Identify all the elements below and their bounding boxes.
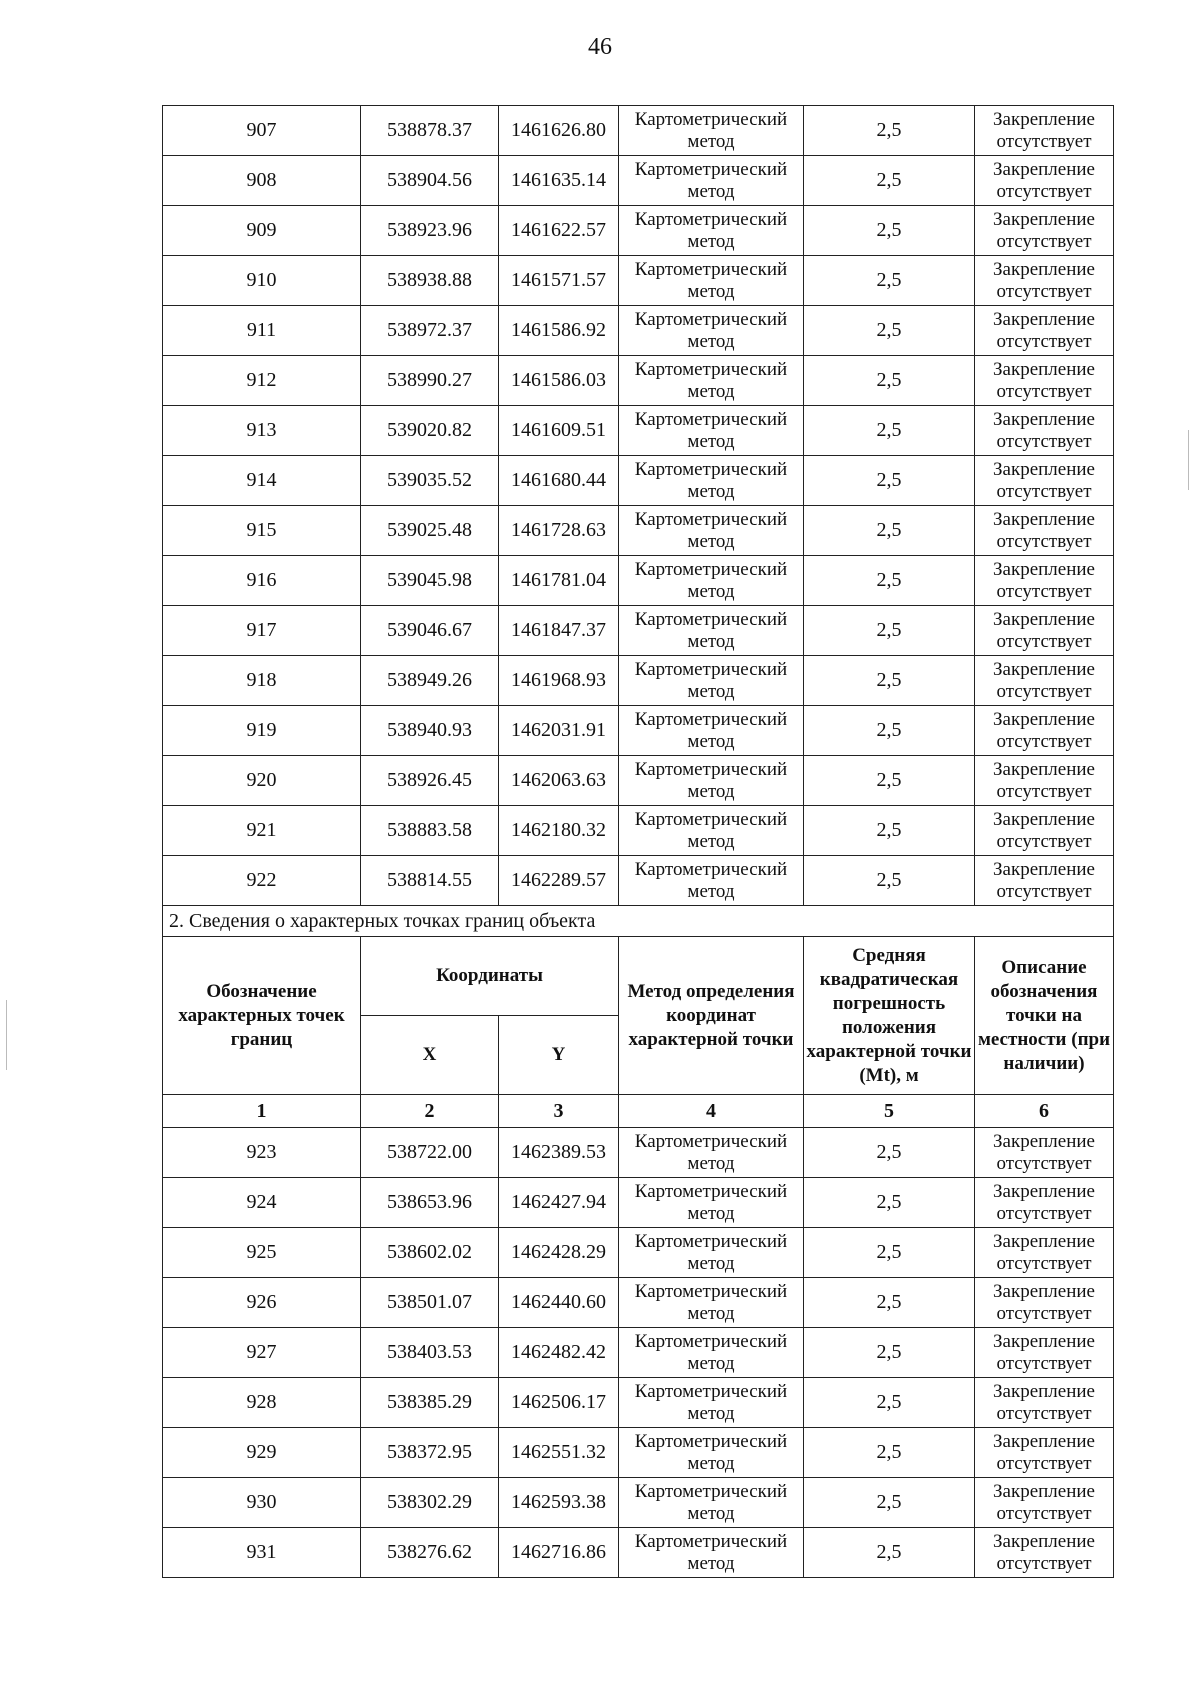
table-row	[163, 206, 1114, 256]
table-row	[163, 356, 1114, 406]
header-row	[163, 937, 1114, 1016]
description-cell: Закрепление отсутствует	[975, 256, 1114, 306]
description-cell: Закрепление отсутствует	[975, 1328, 1114, 1378]
point-number: 920	[163, 756, 361, 806]
table-row	[163, 656, 1114, 706]
point-number: 915	[163, 506, 361, 556]
method-cell: Картометрический метод	[619, 1328, 804, 1378]
y-coordinate: 1462427.94	[499, 1178, 619, 1228]
description-cell: Закрепление отсутствует	[975, 156, 1114, 206]
method-cell: Картометрический метод	[619, 606, 804, 656]
y-coordinate: 1461571.57	[499, 256, 619, 306]
section-two	[163, 906, 1114, 1128]
mean-error-cell: 2,5	[804, 706, 975, 756]
x-coordinate: 538602.02	[361, 1228, 499, 1278]
point-number: 909	[163, 206, 361, 256]
table-row	[163, 306, 1114, 356]
point-number: 921	[163, 806, 361, 856]
table-row	[163, 1278, 1114, 1328]
mean-error-cell: 2,5	[804, 106, 975, 156]
method-cell: Картометрический метод	[619, 656, 804, 706]
description-cell: Закрепление отсутствует	[975, 1228, 1114, 1278]
mean-error-cell: 2,5	[804, 1278, 975, 1328]
mean-error-cell: 2,5	[804, 256, 975, 306]
description-cell: Закрепление отсутствует	[975, 106, 1114, 156]
y-coordinate: 1462063.63	[499, 756, 619, 806]
method-cell: Картометрический метод	[619, 406, 804, 456]
scan-edge-mark	[1188, 430, 1189, 490]
method-cell: Картометрический метод	[619, 206, 804, 256]
boundary-points-table	[162, 105, 1114, 1578]
table-row	[163, 1328, 1114, 1378]
method-cell: Картометрический метод	[619, 806, 804, 856]
mean-error-cell: 2,5	[804, 656, 975, 706]
point-number: 908	[163, 156, 361, 206]
x-coordinate: 538926.45	[361, 756, 499, 806]
mean-error-cell: 2,5	[804, 506, 975, 556]
mean-error-cell: 2,5	[804, 1328, 975, 1378]
point-number: 923	[163, 1128, 361, 1178]
description-cell: Закрепление отсутствует	[975, 1378, 1114, 1428]
description-cell: Закрепление отсутствует	[975, 606, 1114, 656]
y-coordinate: 1461586.03	[499, 356, 619, 406]
description-cell: Закрепление отсутствует	[975, 756, 1114, 806]
method-cell: Картометрический метод	[619, 256, 804, 306]
method-cell: Картометрический метод	[619, 356, 804, 406]
table-row	[163, 1178, 1114, 1228]
description-cell: Закрепление отсутствует	[975, 456, 1114, 506]
point-number: 911	[163, 306, 361, 356]
table-row	[163, 1428, 1114, 1478]
method-cell: Картометрический метод	[619, 1278, 804, 1328]
x-coordinate: 538501.07	[361, 1278, 499, 1328]
table-row	[163, 606, 1114, 656]
x-coordinate: 539020.82	[361, 406, 499, 456]
description-cell: Закрепление отсутствует	[975, 406, 1114, 456]
method-cell: Картометрический метод	[619, 1128, 804, 1178]
point-number: 929	[163, 1428, 361, 1478]
mean-error-cell: 2,5	[804, 156, 975, 206]
point-number: 922	[163, 856, 361, 906]
y-coordinate: 1462180.32	[499, 806, 619, 856]
table-row	[163, 256, 1114, 306]
mean-error-cell: 2,5	[804, 306, 975, 356]
description-cell: Закрепление отсутствует	[975, 556, 1114, 606]
y-coordinate: 1461968.93	[499, 656, 619, 706]
y-coordinate: 1461622.57	[499, 206, 619, 256]
section-title: 2. Сведения о характерных точках границ объекта	[163, 906, 1114, 937]
point-number: 916	[163, 556, 361, 606]
x-coordinate: 539046.67	[361, 606, 499, 656]
mean-error-cell: 2,5	[804, 756, 975, 806]
mean-error-cell: 2,5	[804, 606, 975, 656]
y-coordinate: 1462506.17	[499, 1378, 619, 1428]
point-number: 924	[163, 1178, 361, 1228]
header-y: Y	[499, 1016, 619, 1095]
description-cell: Закрепление отсутствует	[975, 1178, 1114, 1228]
y-coordinate: 1461635.14	[499, 156, 619, 206]
mean-error-cell: 2,5	[804, 1478, 975, 1528]
y-coordinate: 1461609.51	[499, 406, 619, 456]
x-coordinate: 538904.56	[361, 156, 499, 206]
mean-error-cell: 2,5	[804, 806, 975, 856]
y-coordinate: 1461626.80	[499, 106, 619, 156]
description-cell: Закрепление отсутствует	[975, 656, 1114, 706]
point-number: 928	[163, 1378, 361, 1428]
x-coordinate: 538972.37	[361, 306, 499, 356]
method-cell: Картометрический метод	[619, 156, 804, 206]
x-coordinate: 538653.96	[361, 1178, 499, 1228]
column-number-row	[163, 1095, 1114, 1128]
table-row	[163, 556, 1114, 606]
y-coordinate: 1461586.92	[499, 306, 619, 356]
column-number: 5	[804, 1095, 975, 1128]
description-cell: Закрепление отсутствует	[975, 1528, 1114, 1578]
table-row	[163, 456, 1114, 506]
x-coordinate: 538878.37	[361, 106, 499, 156]
description-cell: Закрепление отсутствует	[975, 356, 1114, 406]
table-row	[163, 706, 1114, 756]
description-cell: Закрепление отсутствует	[975, 1478, 1114, 1528]
method-cell: Картометрический метод	[619, 706, 804, 756]
column-number: 3	[499, 1095, 619, 1128]
x-coordinate: 539045.98	[361, 556, 499, 606]
table-row	[163, 156, 1114, 206]
y-coordinate: 1461680.44	[499, 456, 619, 506]
mean-error-cell: 2,5	[804, 1178, 975, 1228]
point-number: 927	[163, 1328, 361, 1378]
y-coordinate: 1462482.42	[499, 1328, 619, 1378]
description-cell: Закрепление отсутствует	[975, 206, 1114, 256]
method-cell: Картометрический метод	[619, 506, 804, 556]
mean-error-cell: 2,5	[804, 556, 975, 606]
table-row	[163, 1228, 1114, 1278]
y-coordinate: 1462289.57	[499, 856, 619, 906]
method-cell: Картометрический метод	[619, 556, 804, 606]
method-cell: Картометрический метод	[619, 1178, 804, 1228]
mean-error-cell: 2,5	[804, 206, 975, 256]
y-coordinate: 1462440.60	[499, 1278, 619, 1328]
mean-error-cell: 2,5	[804, 356, 975, 406]
point-number: 931	[163, 1528, 361, 1578]
method-cell: Картометрический метод	[619, 1378, 804, 1428]
mean-error-cell: 2,5	[804, 1428, 975, 1478]
point-number: 930	[163, 1478, 361, 1528]
mean-error-cell: 2,5	[804, 856, 975, 906]
method-cell: Картометрический метод	[619, 106, 804, 156]
mean-error-cell: 2,5	[804, 406, 975, 456]
x-coordinate: 538385.29	[361, 1378, 499, 1428]
description-cell: Закрепление отсутствует	[975, 1278, 1114, 1328]
y-coordinate: 1462389.53	[499, 1128, 619, 1178]
x-coordinate: 538923.96	[361, 206, 499, 256]
x-coordinate: 538302.29	[361, 1478, 499, 1528]
table-row	[163, 756, 1114, 806]
point-number: 926	[163, 1278, 361, 1328]
mean-error-cell: 2,5	[804, 1528, 975, 1578]
column-number: 4	[619, 1095, 804, 1128]
table-row	[163, 406, 1114, 456]
y-coordinate: 1461847.37	[499, 606, 619, 656]
header-description: Описание обозначения точки на местности (при наличии)	[975, 937, 1114, 1095]
description-cell: Закрепление отсутствует	[975, 1428, 1114, 1478]
point-number: 914	[163, 456, 361, 506]
header-point-designation: Обозначение характерных точек границ	[163, 937, 361, 1095]
section-title-row	[163, 906, 1114, 937]
method-cell: Картометрический метод	[619, 756, 804, 806]
description-cell: Закрепление отсутствует	[975, 806, 1114, 856]
table-row	[163, 1378, 1114, 1428]
method-cell: Картометрический метод	[619, 1428, 804, 1478]
mean-error-cell: 2,5	[804, 1228, 975, 1278]
mean-error-cell: 2,5	[804, 1128, 975, 1178]
y-coordinate: 1462031.91	[499, 706, 619, 756]
column-number: 1	[163, 1095, 361, 1128]
x-coordinate: 538990.27	[361, 356, 499, 406]
mean-error-cell: 2,5	[804, 456, 975, 506]
point-number: 913	[163, 406, 361, 456]
x-coordinate: 538814.55	[361, 856, 499, 906]
method-cell: Картометрический метод	[619, 456, 804, 506]
header-x: X	[361, 1016, 499, 1095]
x-coordinate: 538940.93	[361, 706, 499, 756]
description-cell: Закрепление отсутствует	[975, 506, 1114, 556]
mean-error-cell: 2,5	[804, 1378, 975, 1428]
table-row	[163, 806, 1114, 856]
point-number: 907	[163, 106, 361, 156]
method-cell: Картометрический метод	[619, 1228, 804, 1278]
table-row	[163, 506, 1114, 556]
description-cell: Закрепление отсутствует	[975, 306, 1114, 356]
x-coordinate: 539025.48	[361, 506, 499, 556]
x-coordinate: 539035.52	[361, 456, 499, 506]
top-rows	[163, 106, 1114, 906]
point-number: 918	[163, 656, 361, 706]
table-row	[163, 1528, 1114, 1578]
header-coordinates: Координаты	[361, 937, 619, 1016]
column-number: 2	[361, 1095, 499, 1128]
scan-edge-mark	[6, 1000, 7, 1070]
y-coordinate: 1461781.04	[499, 556, 619, 606]
description-cell: Закрепление отсутствует	[975, 1128, 1114, 1178]
y-coordinate: 1461728.63	[499, 506, 619, 556]
y-coordinate: 1462716.86	[499, 1528, 619, 1578]
description-cell: Закрепление отсутствует	[975, 706, 1114, 756]
description-cell: Закрепление отсутствует	[975, 856, 1114, 906]
y-coordinate: 1462593.38	[499, 1478, 619, 1528]
column-number: 6	[975, 1095, 1114, 1128]
x-coordinate: 538372.95	[361, 1428, 499, 1478]
y-coordinate: 1462551.32	[499, 1428, 619, 1478]
table-row	[163, 1128, 1114, 1178]
method-cell: Картометрический метод	[619, 856, 804, 906]
bottom-rows	[163, 1128, 1114, 1578]
table-row	[163, 1478, 1114, 1528]
table-row	[163, 106, 1114, 156]
x-coordinate: 538883.58	[361, 806, 499, 856]
page-number: 46	[588, 34, 612, 60]
method-cell: Картометрический метод	[619, 1528, 804, 1578]
y-coordinate: 1462428.29	[499, 1228, 619, 1278]
point-number: 910	[163, 256, 361, 306]
x-coordinate: 538722.00	[361, 1128, 499, 1178]
point-number: 912	[163, 356, 361, 406]
method-cell: Картометрический метод	[619, 1478, 804, 1528]
table-row	[163, 856, 1114, 906]
point-number: 917	[163, 606, 361, 656]
x-coordinate: 538403.53	[361, 1328, 499, 1378]
point-number: 919	[163, 706, 361, 756]
x-coordinate: 538949.26	[361, 656, 499, 706]
point-number: 925	[163, 1228, 361, 1278]
header-method: Метод определения координат характерной точки	[619, 937, 804, 1095]
method-cell: Картометрический метод	[619, 306, 804, 356]
x-coordinate: 538938.88	[361, 256, 499, 306]
x-coordinate: 538276.62	[361, 1528, 499, 1578]
header-mean-error: Средняя квадратическая погрешность положения характерной точки (Mt), м	[804, 937, 975, 1095]
